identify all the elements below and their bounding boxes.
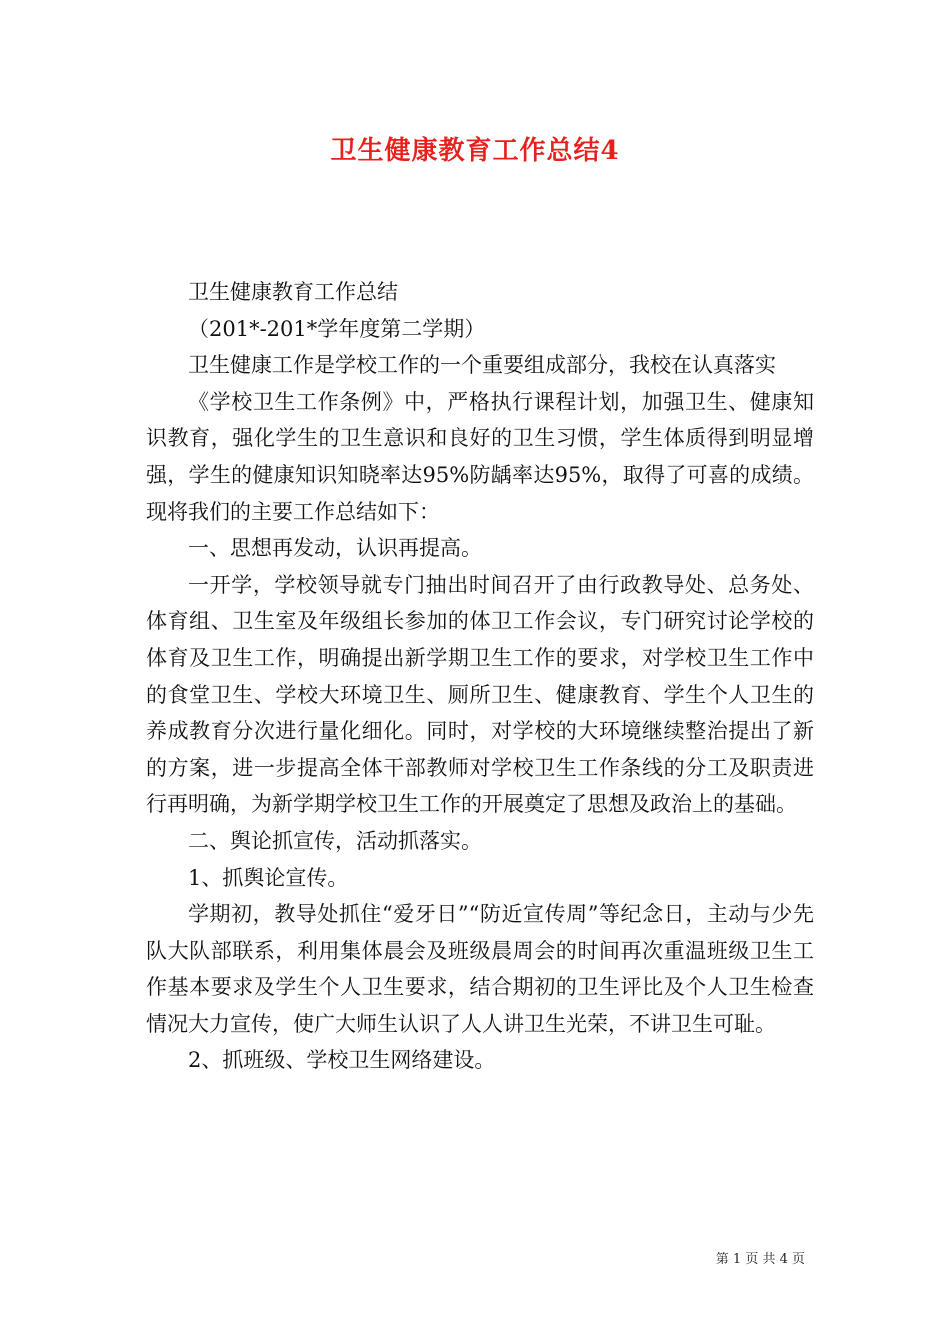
subsection-heading-1: 1、抓舆论宣传。 [188,865,349,890]
paragraph-heading: 卫生健康教育工作总结 [188,280,398,304]
paragraph-semester: （201*-201*学年度第二学期） [188,316,486,341]
page-number: 第 1 页 共 4 页 [715,1252,805,1267]
paragraph-publicity: 学期初，教导处抓住“爱牙日”“防近宣传周”等纪念日，主动与少先队大队部联系，利用集体晨会及班级晨周会的时间再次重温班级卫生工作基本要求及学生个人卫生要求，结合期初的卫生评比及个人卫生检查情况大力宣传，使广大师生认识了人人讲卫生光荣，不讲卫生可耻。 [146,902,814,1036]
section-heading-2: 二、舆论抓宣传，活动抓落实。 [188,828,482,853]
document-body [146,274,814,1079]
subsection-heading-2: 2、抓班级、学校卫生网络建设。 [188,1048,496,1073]
document-title: 卫生健康教育工作总结4 [330,136,620,166]
paragraph-intro: 卫生健康工作是学校工作的一个重要组成部分，我校在认真落实 [188,353,776,378]
section-heading-1: 一、思想再发动，认识再提高。 [188,536,482,561]
paragraph-regulation: 《学校卫生工作条例》中，严格执行课程计划，加强卫生、健康知识教育，强化学生的卫生意识和良好的卫生习惯，学生体质得到明显增强，学生的健康知识知晓率达95%防龋率达95%，取得了可喜的成绩。现将我们的主要工作总结如下： [146,389,814,524]
paragraph-section-1: 一开学，学校领导就专门抽出时间召开了由行政教导处、总务处、体育组、卫生室及年级组长参加的体卫工作会议，专门研究讨论学校的体育及卫生工作，明确提出新学期卫生工作的要求，对学校卫生工作中的食堂卫生、学校大环境卫生、厕所卫生、健康教育、学生个人卫生的养成教育分次进行量化细化。同时，对学校的大环境继续整治提出了新的方案，进一步提高全体干部教师对学校卫生工作条线的分工及职责进行再明确，为新学期学校卫生工作的开展奠定了思想及政治上的基础。 [146,572,814,817]
